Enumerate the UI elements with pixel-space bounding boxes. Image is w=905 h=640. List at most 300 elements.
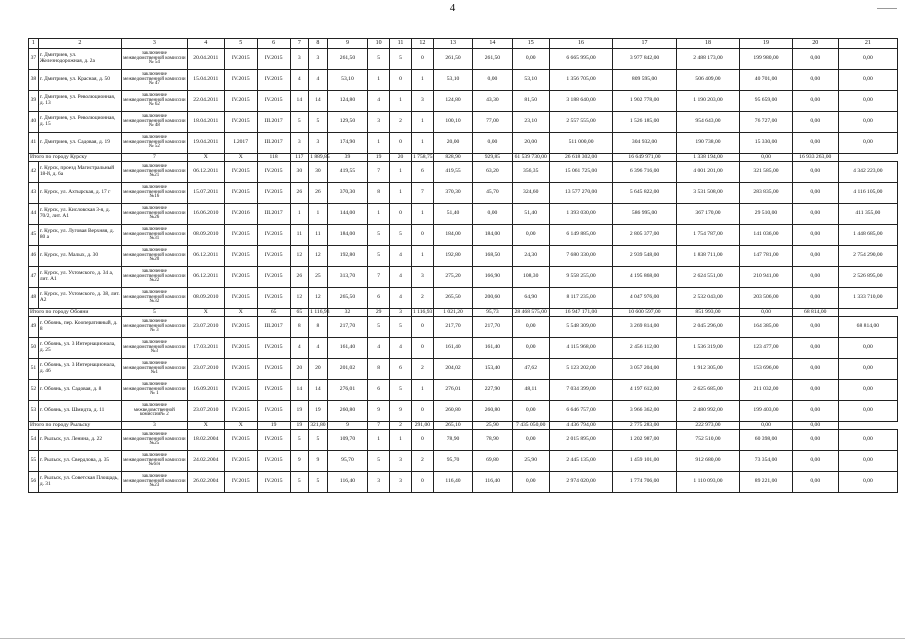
- value-cell: 123 477,00: [740, 338, 793, 359]
- value-cell: 19.04.2011: [187, 133, 224, 154]
- value-cell: 9 558 255,00: [549, 267, 612, 288]
- value-cell: 6: [390, 359, 412, 380]
- value-cell: 6 396 716,00: [613, 162, 676, 183]
- value-cell: 1: [368, 204, 390, 225]
- value-cell: 0,00: [838, 112, 897, 133]
- value-cell: 0,00: [838, 451, 897, 472]
- basis-cell: заключение межведомственной комиссии №32: [122, 288, 188, 309]
- subtotal-value-cell: 19: [368, 154, 390, 162]
- value-cell: 1 202 987,00: [613, 430, 676, 451]
- value-cell: IV.2015: [224, 112, 257, 133]
- value-cell: 3 057 204,00: [613, 359, 676, 380]
- subtotal-value-cell: 61 539 730,00: [512, 154, 549, 162]
- value-cell: 5 548 309,00: [549, 317, 612, 338]
- value-cell: IV.2015: [257, 183, 290, 204]
- column-number: 13: [433, 39, 472, 49]
- value-cell: 23.07.2010: [187, 359, 224, 380]
- subtotal-value-cell: 0,00: [740, 422, 793, 430]
- value-cell: 0,00: [838, 430, 897, 451]
- value-cell: 4 342 223,00: [838, 162, 897, 183]
- value-cell: 2 532 043,00: [676, 288, 739, 309]
- subtotal-value-cell: 26 618 302,00: [549, 154, 612, 162]
- value-cell: 7 680 330,00: [549, 246, 612, 267]
- value-cell: 809 595,00: [613, 70, 676, 91]
- value-cell: 161,40: [327, 338, 367, 359]
- column-number: 20: [792, 39, 838, 49]
- value-cell: 0,00: [792, 380, 838, 401]
- value-cell: 367 170,00: [676, 204, 739, 225]
- basis-cell: заключение межведомственной комиссии №25: [122, 430, 188, 451]
- value-cell: 0,00: [838, 91, 897, 112]
- value-cell: 26: [309, 183, 328, 204]
- value-cell: 324,60: [512, 183, 549, 204]
- value-cell: 6: [368, 380, 390, 401]
- value-cell: 0: [411, 401, 433, 422]
- value-cell: 192,80: [433, 246, 472, 267]
- value-cell: 100,10: [433, 112, 472, 133]
- value-cell: 63,20: [473, 162, 512, 183]
- table-row: [29, 359, 898, 380]
- value-cell: 276,01: [433, 380, 472, 401]
- column-number: 3: [122, 39, 188, 49]
- value-cell: 08.09.2010: [187, 225, 224, 246]
- row-number-cell: 53: [29, 401, 39, 422]
- value-cell: IV.2015: [224, 162, 257, 183]
- subtotal-value-cell: 28 468 575,00: [512, 309, 549, 317]
- value-cell: 265,50: [327, 288, 367, 309]
- value-cell: 109,70: [327, 430, 367, 451]
- value-cell: 0,00: [792, 317, 838, 338]
- value-cell: 7: [368, 267, 390, 288]
- table-row: [29, 70, 898, 91]
- table-row: [29, 133, 898, 154]
- value-cell: 0: [411, 225, 433, 246]
- subtotal-value-cell: 117: [290, 154, 309, 162]
- basis-cell: заключение межведомственной комиссии № 54: [122, 49, 188, 70]
- value-cell: 2 045 296,00: [676, 317, 739, 338]
- value-cell: 2 526 895,00: [838, 267, 897, 288]
- value-cell: IV.2015: [257, 91, 290, 112]
- value-cell: 9: [309, 451, 328, 472]
- value-cell: 260,80: [473, 401, 512, 422]
- basis-cell: заключение межведомственной комиссии №21: [122, 162, 188, 183]
- table-row: [29, 183, 898, 204]
- address-cell: г. Рыльск, ул. Ленина, д. 22: [38, 430, 121, 451]
- address-cell: г. Дмитриев, ул. Революционная, д. 13: [38, 91, 121, 112]
- value-cell: 2 445 135,00: [549, 451, 612, 472]
- value-cell: 1 536 319,00: [676, 338, 739, 359]
- value-cell: 275,20: [433, 267, 472, 288]
- value-cell: 18.04.2011: [187, 112, 224, 133]
- value-cell: 12: [309, 288, 328, 309]
- table-row: [29, 204, 898, 225]
- subtotal-value-cell: X: [224, 154, 257, 162]
- column-number: 17: [613, 39, 676, 49]
- value-cell: 199 980,00: [740, 49, 793, 70]
- row-number-cell: 44: [29, 204, 39, 225]
- value-cell: 0,00: [792, 451, 838, 472]
- value-cell: 22.04.2011: [187, 91, 224, 112]
- address-cell: г. Рыльск, ул. Советская Площадь, д. 31: [38, 472, 121, 493]
- subtotal-value-cell: 95,73: [473, 309, 512, 317]
- value-cell: 0: [390, 133, 412, 154]
- value-cell: 7: [411, 183, 433, 204]
- subtotal-value-cell: 9: [327, 422, 367, 430]
- value-cell: 8 117 235,00: [549, 288, 612, 309]
- value-cell: 48,11: [512, 380, 549, 401]
- value-cell: 3: [290, 133, 309, 154]
- value-cell: 4 197 612,00: [613, 380, 676, 401]
- value-cell: 5: [368, 225, 390, 246]
- value-cell: 8: [309, 317, 328, 338]
- subtotal-row: [29, 154, 898, 162]
- value-cell: 5: [390, 49, 412, 70]
- value-cell: 201,02: [327, 359, 367, 380]
- row-number-cell: 50: [29, 338, 39, 359]
- basis-cell: заключение межведомственной комиссии №22: [122, 267, 188, 288]
- value-cell: 0,00: [792, 133, 838, 154]
- value-cell: 95,70: [433, 451, 472, 472]
- value-cell: 20,00: [512, 133, 549, 154]
- value-cell: 3 977 842,00: [613, 49, 676, 70]
- value-cell: 53,10: [433, 70, 472, 91]
- value-cell: 1: [368, 133, 390, 154]
- basis-cell: заключение межведомственной комиссии №23: [122, 472, 188, 493]
- basis-cell: заключение межведомственной комиссии №31: [122, 225, 188, 246]
- column-number-row: [29, 39, 898, 49]
- subtotal-value-cell: 222 973,00: [676, 422, 739, 430]
- value-cell: 4: [290, 338, 309, 359]
- value-cell: 0: [411, 430, 433, 451]
- value-cell: 08.09.2010: [187, 288, 224, 309]
- value-cell: 78,90: [473, 430, 512, 451]
- value-cell: 0,00: [792, 162, 838, 183]
- value-cell: 4 195 868,00: [613, 267, 676, 288]
- value-cell: 227,90: [473, 380, 512, 401]
- value-cell: 23,10: [512, 112, 549, 133]
- column-number: 15: [512, 39, 549, 49]
- value-cell: 1 902 778,00: [613, 91, 676, 112]
- table-row: [29, 472, 898, 493]
- row-number-cell: 52: [29, 380, 39, 401]
- value-cell: 3: [309, 133, 328, 154]
- value-cell: 586 995,00: [613, 204, 676, 225]
- value-cell: 1: [411, 133, 433, 154]
- value-cell: 16.09.2011: [187, 380, 224, 401]
- subtotal-value-cell: 65: [257, 309, 290, 317]
- subtotal-value-cell: 0,00: [740, 309, 793, 317]
- basis-cell: заключение межведомственной комиссии № 48: [122, 112, 188, 133]
- table-row: [29, 401, 898, 422]
- value-cell: 1 190 203,00: [676, 91, 739, 112]
- address-cell: г. Дмитриев, ул. Революционная, д. 15: [38, 112, 121, 133]
- value-cell: 1: [411, 380, 433, 401]
- value-cell: 0,00: [792, 401, 838, 422]
- value-cell: 356,35: [512, 162, 549, 183]
- value-cell: 3: [309, 49, 328, 70]
- subtotal-value-cell: 321,80: [310, 421, 326, 428]
- value-cell: IV.2015: [224, 183, 257, 204]
- table-row: [29, 112, 898, 133]
- value-cell: 95 659,00: [740, 91, 793, 112]
- subtotal-value-cell: 929,85: [473, 154, 512, 162]
- column-number: 18: [676, 39, 739, 49]
- subtotal-value-cell: X: [224, 309, 257, 317]
- value-cell: 1: [411, 246, 433, 267]
- subtotal-value-cell: 291,00: [411, 422, 433, 430]
- value-cell: 199 403,00: [740, 401, 793, 422]
- value-cell: 23.07.2010: [187, 317, 224, 338]
- value-cell: 06.12.2011: [187, 246, 224, 267]
- value-cell: IV.2015: [224, 267, 257, 288]
- value-cell: 2 624 551,00: [676, 267, 739, 288]
- row-number-cell: 46: [29, 246, 39, 267]
- value-cell: 77,00: [473, 112, 512, 133]
- value-cell: 3: [290, 49, 309, 70]
- value-cell: 0,00: [838, 338, 897, 359]
- value-cell: 0,00: [792, 246, 838, 267]
- housing-register-table: [28, 38, 898, 493]
- address-cell: г. Курск, проезд Магистральный 18-й, д. 6а: [38, 162, 121, 183]
- subtotal-value-cell: 828,90: [433, 154, 472, 162]
- value-cell: 89 221,00: [740, 472, 793, 493]
- subtotal-value-cell: 16 947 171,00: [549, 309, 612, 317]
- value-cell: 2 754 290,00: [838, 246, 897, 267]
- value-cell: 0,00: [512, 430, 549, 451]
- address-cell: г. Рыльск, ул. Свердлова, д. 35: [38, 451, 121, 472]
- value-cell: 0,00: [792, 338, 838, 359]
- value-cell: 0,00: [792, 430, 838, 451]
- address-cell: г. Обоянь, ул. Садовая, д. 8: [38, 380, 121, 401]
- value-cell: 9: [390, 401, 412, 422]
- value-cell: IV.2015: [224, 246, 257, 267]
- value-cell: 192,80: [327, 246, 367, 267]
- value-cell: 304 932,00: [613, 133, 676, 154]
- value-cell: 2 805 377,00: [613, 225, 676, 246]
- value-cell: 1: [390, 162, 412, 183]
- value-cell: IV.2015: [257, 359, 290, 380]
- value-cell: 0,00: [512, 472, 549, 493]
- value-cell: 511 000,00: [549, 133, 612, 154]
- basis-cell: заключение межведомственной комиссии№ 2: [122, 401, 188, 422]
- row-number-cell: 37: [29, 49, 39, 70]
- value-cell: 60 398,00: [740, 430, 793, 451]
- subtotal-value-cell: 3: [122, 422, 188, 430]
- table-body: [29, 39, 898, 493]
- value-cell: 153 696,00: [740, 359, 793, 380]
- value-cell: 6 149 885,00: [549, 225, 612, 246]
- column-number: 12: [411, 39, 433, 49]
- value-cell: 4 047 976,00: [613, 288, 676, 309]
- value-cell: 210 941,00: [740, 267, 793, 288]
- value-cell: IV.2015: [257, 401, 290, 422]
- subtotal-value-cell: 2 775 283,00: [613, 422, 676, 430]
- value-cell: 116,40: [433, 472, 472, 493]
- value-cell: 9: [368, 401, 390, 422]
- value-cell: 1: [368, 430, 390, 451]
- subtotal-value-cell: 1 758,75: [412, 153, 433, 160]
- value-cell: IV.2015: [224, 288, 257, 309]
- value-cell: 419,55: [327, 162, 367, 183]
- value-cell: 0: [390, 70, 412, 91]
- column-number: 19: [740, 39, 793, 49]
- value-cell: 8: [368, 183, 390, 204]
- value-cell: IV.2015: [224, 359, 257, 380]
- value-cell: 25,90: [512, 451, 549, 472]
- table-row: [29, 225, 898, 246]
- value-cell: 15.04.2011: [187, 70, 224, 91]
- value-cell: 204,02: [433, 359, 472, 380]
- value-cell: IV.2015: [257, 430, 290, 451]
- value-cell: 18.02.2004: [187, 430, 224, 451]
- value-cell: 4: [290, 70, 309, 91]
- value-cell: IV.2016: [224, 204, 257, 225]
- row-number-cell: 42: [29, 162, 39, 183]
- value-cell: 4: [390, 246, 412, 267]
- value-cell: 12: [309, 246, 328, 267]
- subtotal-value-cell: 16 933 263,00: [792, 154, 838, 162]
- value-cell: 2: [390, 112, 412, 133]
- value-cell: 0,00: [792, 472, 838, 493]
- value-cell: 3 966 362,00: [613, 401, 676, 422]
- subtotal-value-cell: 4 436 794,00: [549, 422, 612, 430]
- value-cell: 3: [411, 267, 433, 288]
- value-cell: 276,01: [327, 380, 367, 401]
- value-cell: 164 385,00: [740, 317, 793, 338]
- subtotal-value-cell: 265,10: [433, 422, 472, 430]
- value-cell: III.2017: [257, 317, 290, 338]
- row-number-cell: 55: [29, 451, 39, 472]
- subtotal-value-cell: 851 993,00: [676, 309, 739, 317]
- value-cell: 0,00: [792, 112, 838, 133]
- value-cell: 4: [390, 338, 412, 359]
- value-cell: 1 459 101,00: [613, 451, 676, 472]
- row-number-cell: 39: [29, 91, 39, 112]
- value-cell: 1: [390, 91, 412, 112]
- value-cell: 26: [290, 183, 309, 204]
- subtotal-value-cell: 25,90: [473, 422, 512, 430]
- value-cell: 1: [411, 112, 433, 133]
- value-cell: 15 061 725,00: [549, 162, 612, 183]
- column-number: 14: [473, 39, 512, 49]
- table-row: [29, 317, 898, 338]
- value-cell: 0,00: [792, 183, 838, 204]
- value-cell: 5: [309, 472, 328, 493]
- value-cell: 0,00: [512, 338, 549, 359]
- value-cell: 912 680,00: [676, 451, 739, 472]
- value-cell: 45,70: [473, 183, 512, 204]
- subtotal-label: Итого по городу Рыльску: [29, 422, 122, 430]
- value-cell: 17.03.2011: [187, 338, 224, 359]
- subtotal-label: Итого по городу Обояни: [29, 309, 122, 317]
- value-cell: 4: [368, 91, 390, 112]
- value-cell: IV.2015: [257, 225, 290, 246]
- value-cell: 5: [390, 380, 412, 401]
- value-cell: 25: [309, 267, 328, 288]
- address-cell: г. Дмитриев, ул. Красная, д. 50: [38, 70, 121, 91]
- value-cell: 5: [368, 451, 390, 472]
- value-cell: 0,00: [512, 49, 549, 70]
- value-cell: 0,00: [838, 472, 897, 493]
- column-number: 6: [257, 39, 290, 49]
- table-row: [29, 91, 898, 112]
- subtotal-value-cell: 68 814,00: [792, 309, 838, 317]
- value-cell: 2 015 895,00: [549, 430, 612, 451]
- value-cell: 26.02.2004: [187, 472, 224, 493]
- value-cell: 95,70: [327, 451, 367, 472]
- value-cell: IV.2015: [224, 472, 257, 493]
- value-cell: 0,00: [473, 70, 512, 91]
- address-cell: г. Обоянь, ул. Шмидта, д. 11: [38, 401, 121, 422]
- value-cell: 1 754 787,00: [676, 225, 739, 246]
- basis-cell: заключение межведомственной комиссии № 1: [122, 380, 188, 401]
- value-cell: 283 835,00: [740, 183, 793, 204]
- subtotal-value-cell: 65: [290, 309, 309, 317]
- row-number-cell: 43: [29, 183, 39, 204]
- value-cell: IV.2015: [257, 162, 290, 183]
- address-cell: г. Дмитриев, ул. Садовая, д. 19: [38, 133, 121, 154]
- subtotal-value-cell: 29: [368, 309, 390, 317]
- value-cell: 4: [309, 70, 328, 91]
- value-cell: 116,40: [473, 472, 512, 493]
- value-cell: 16.06.2010: [187, 204, 224, 225]
- value-cell: 1: [368, 70, 390, 91]
- value-cell: 184,00: [473, 225, 512, 246]
- value-cell: 73 354,00: [740, 451, 793, 472]
- basis-cell: заключение межведомственной комиссии №26: [122, 204, 188, 225]
- value-cell: 4: [309, 338, 328, 359]
- value-cell: 69,80: [473, 451, 512, 472]
- value-cell: 0,00: [792, 359, 838, 380]
- column-number: 1: [29, 39, 39, 49]
- value-cell: 6: [411, 162, 433, 183]
- value-cell: 3: [390, 451, 412, 472]
- value-cell: 3 269 814,00: [613, 317, 676, 338]
- value-cell: 3: [390, 472, 412, 493]
- value-cell: 9: [290, 451, 309, 472]
- value-cell: 81,50: [512, 91, 549, 112]
- value-cell: 261,50: [433, 49, 472, 70]
- value-cell: IV.2015: [257, 451, 290, 472]
- value-cell: 4: [390, 267, 412, 288]
- value-cell: 129,50: [327, 112, 367, 133]
- table-row: [29, 246, 898, 267]
- value-cell: 14: [309, 91, 328, 112]
- subtotal-row: [29, 309, 898, 317]
- row-number-cell: 49: [29, 317, 39, 338]
- bottom-rule: [0, 638, 905, 639]
- value-cell: 14: [290, 380, 309, 401]
- value-cell: 51,40: [433, 204, 472, 225]
- value-cell: IV.2015: [224, 70, 257, 91]
- value-cell: IV.2015: [257, 380, 290, 401]
- value-cell: 15 330,00: [740, 133, 793, 154]
- value-cell: IV.2015: [257, 246, 290, 267]
- value-cell: 370,30: [433, 183, 472, 204]
- value-cell: III.2017: [257, 133, 290, 154]
- value-cell: 5: [390, 317, 412, 338]
- value-cell: 0,00: [792, 204, 838, 225]
- value-cell: 147 781,00: [740, 246, 793, 267]
- value-cell: 2 939 548,00: [613, 246, 676, 267]
- value-cell: 2 488 173,00: [676, 49, 739, 70]
- value-cell: 1 838 711,00: [676, 246, 739, 267]
- value-cell: 0: [411, 338, 433, 359]
- address-cell: г. Курск, ул. Малых, д. 30: [38, 246, 121, 267]
- value-cell: 3 188 640,00: [549, 91, 612, 112]
- value-cell: 7 034 399,00: [549, 380, 612, 401]
- value-cell: IV.2015: [257, 70, 290, 91]
